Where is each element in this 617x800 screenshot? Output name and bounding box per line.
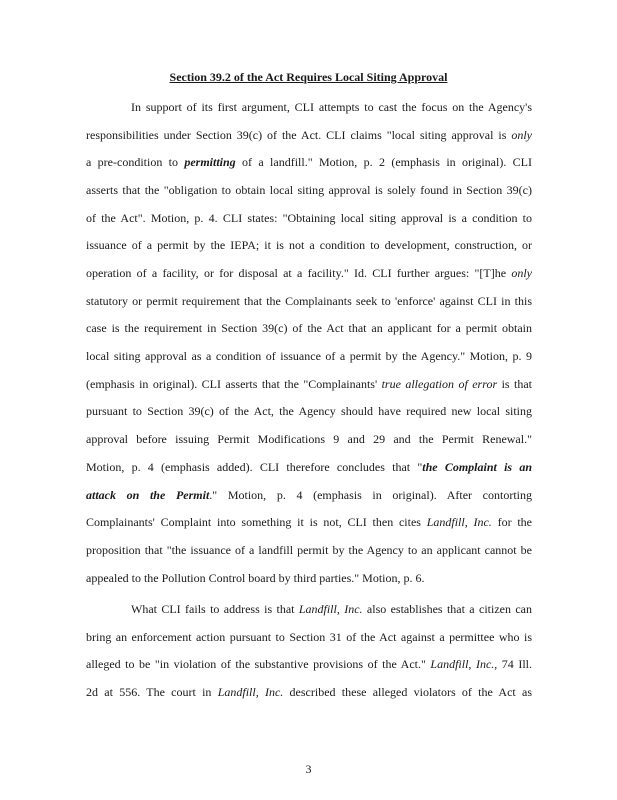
body-line: case is the requirement in Section 39(c) of the Act that an applicant for a permit obtain — [86, 321, 532, 335]
body-line: proposition that "the issuance of a landfill permit by the Agency to an applicant cannot be — [86, 543, 532, 557]
body-line: Complainants' Complaint into something it is not, CLI then cites Landfill, Inc. for the — [86, 515, 532, 529]
body-line: What CLI fails to address is that Landfill, Inc. also establishes that a citizen can — [131, 602, 532, 616]
body-line: asserts that the "obligation to obtain local siting approval is solely found in Section 39(c) — [86, 183, 532, 197]
body-line: 2d at 556. The court in Landfill, Inc. described these alleged violators of the Act as — [86, 685, 533, 699]
body-line: appealed to the Pollution Control board by third parties." Motion, p. 6. — [86, 571, 425, 585]
body-line: attack on the Permit." Motion, p. 4 (emphasis in original). After contorting — [86, 488, 532, 502]
body-line: statutory or permit requirement that the Complainants seek to 'enforce' against CLI in this — [86, 294, 532, 308]
body-line: responsibilities under Section 39(c) of the Act. CLI claims "local siting approval is only — [86, 128, 532, 142]
page-number: 3 — [305, 762, 312, 776]
body-line: bring an enforcement action pursuant to Section 31 of the Act against a permittee who is — [86, 630, 532, 644]
body-line: a pre-condition to permitting of a landfill." Motion, p. 2 (emphasis in original). CLI — [86, 155, 532, 169]
body-line: local siting approval as a condition of issuance of a permit by the Agency." Motion, p. 9 — [86, 349, 532, 363]
body-line: (emphasis in original). CLI asserts that the "Complainants' true allegation of error is that — [86, 377, 533, 391]
body-line: alleged to be "in violation of the substantive provisions of the Act." Landfill, Inc., 74 Ill. — [86, 657, 532, 671]
body-line: operation of a facility, or for disposal at a facility." Id. CLI further argues: "[T]he only — [86, 266, 532, 280]
body-line: pursuant to Section 39(c) of the Act, the Agency should have required new local siting — [86, 404, 532, 418]
body-line: Motion, p. 4 (emphasis added). CLI therefore concludes that "the Complaint is an — [86, 460, 532, 474]
body-line: issuance of a permit by the IEPA; it is not a condition to development, construction, or — [86, 238, 532, 252]
body-line: approval before issuing Permit Modifications 9 and 29 and the Permit Renewal." — [86, 432, 532, 446]
body-line: of the Act". Motion, p. 4. CLI states: "Obtaining local siting approval is a condition to — [86, 211, 532, 225]
section-heading: Section 39.2 of the Act Requires Local Siting Approval — [169, 70, 448, 84]
body-line: In support of its first argument, CLI attempts to cast the focus on the Agency's — [131, 100, 532, 114]
